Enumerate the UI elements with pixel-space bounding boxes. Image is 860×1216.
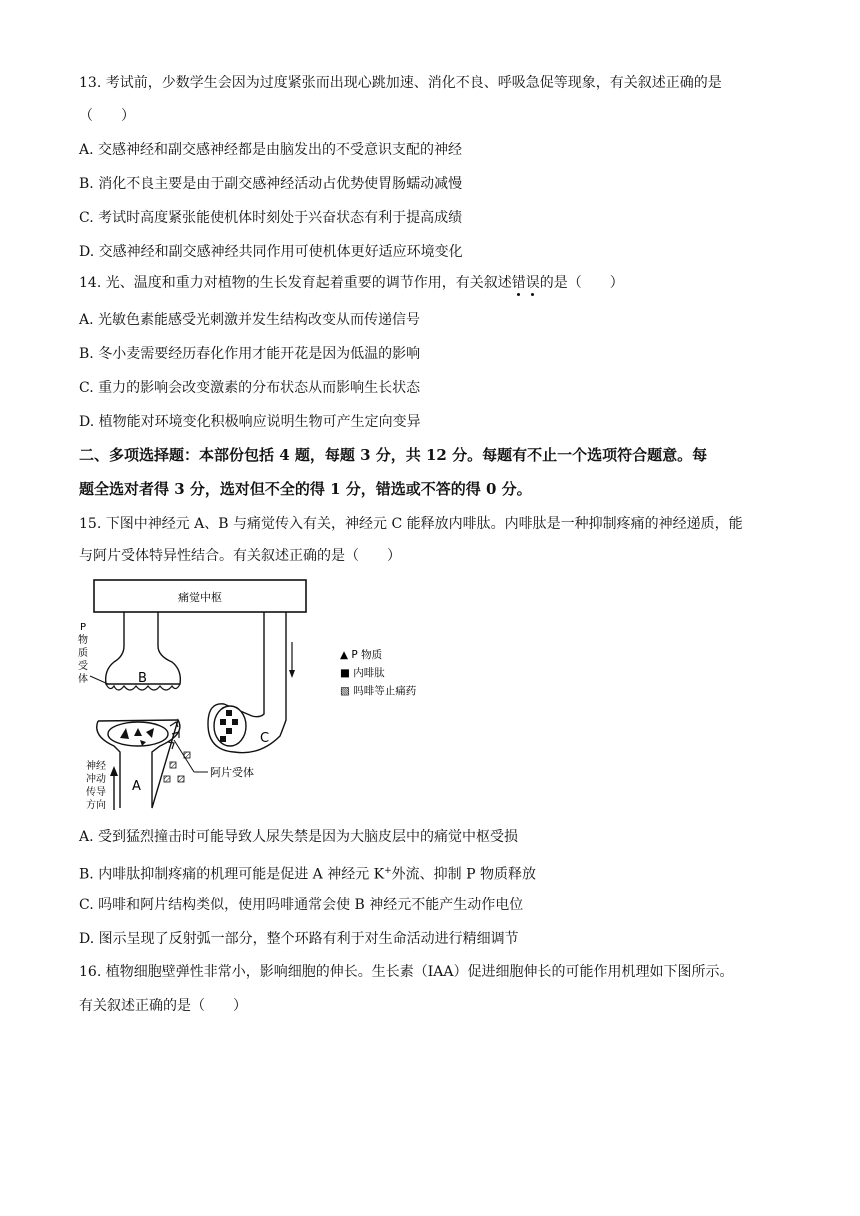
endorphin-1	[226, 710, 232, 716]
q15-option-d[interactable]: D. 图示呈现了反射弧一部分，整个环路有利于对生命活动进行精细调节	[79, 931, 519, 947]
q13-option-b[interactable]: B. 消化不良主要是由于副交感神经活动占优势使胃肠蠕动减慢	[79, 176, 463, 192]
q13-option-a[interactable]: A. 交感神经和副交感神经都是由脑发出的不受意识支配的神经	[79, 142, 463, 158]
legend-morphine: ▧ 吗啡等止痛药	[340, 685, 417, 697]
morphine-2	[170, 762, 176, 768]
direction-label-3: 传导	[86, 787, 106, 798]
neuron-b-label: B	[138, 671, 147, 686]
receptor-label-5: 体	[78, 674, 88, 685]
neuron-c-label: C	[260, 731, 270, 746]
direction-arrowhead	[110, 766, 118, 776]
endorphin-2	[220, 719, 226, 725]
q14-option-a[interactable]: A. 光敏色素能感受光刺激并发生结构改变从而传递信号	[79, 312, 421, 328]
direction-label-2: 冲动	[86, 774, 106, 785]
neuron-a-top	[98, 720, 178, 721]
q15-option-a[interactable]: A. 受到猛烈撞击时可能导致人尿失禁是因为大脑皮层中的痛觉中枢受损	[79, 829, 519, 845]
q14-emphasis-2: 误	[525, 275, 540, 291]
q14-option-d[interactable]: D. 植物能对环境变化积极响应说明生物可产生定向变异	[79, 414, 421, 430]
neuron-figure	[74, 576, 444, 826]
receptor-label-1: P	[80, 622, 87, 633]
q15-stem-line2: 与阿片受体特异性结合。有关叙述正确的是（ ）	[79, 548, 401, 564]
section2-heading-line2: 题全选对者得 3 分，选对但不全的得 1 分，错选或不答的得 0 分。	[79, 480, 532, 498]
receptor-label-4: 受	[78, 661, 88, 672]
q15-option-b-sup: +	[384, 866, 392, 876]
q16-stem-line1: 16. 植物细胞壁弹性非常小，影响细胞的伸长。生长素（IAA）促进细胞伸长的可能作用机理如下图所示。	[79, 964, 734, 980]
q14-stem-post: 的是（ ）	[539, 275, 624, 291]
legend-endorphin: ■ 内啡肽	[340, 667, 385, 679]
q13-option-d[interactable]: D. 交感神经和副交感神经共同作用可使机体更好适应环境变化	[79, 244, 463, 260]
q15-option-c[interactable]: C. 吗啡和阿片结构类似，使用吗啡通常会使 B 神经元不能产生动作电位	[79, 897, 524, 913]
morphine-3	[164, 776, 170, 782]
opioid-pointer	[174, 740, 194, 772]
q13-option-c[interactable]: C. 考试时高度紧张能使机体时刻处于兴奋状态有利于提高成绩	[79, 210, 463, 226]
q16-stem-line2: 有关叙述正确的是（ ）	[79, 998, 247, 1014]
q14-option-b[interactable]: B. 冬小麦需要经历春化作用才能开花是因为低温的影响	[79, 346, 421, 362]
q13-stem-line1: 13. 考试前，少数学生会因为过度紧张而出现心跳加速、消化不良、呼吸急促等现象，有关叙述正确的是	[79, 75, 722, 91]
section2-heading-line1: 二、多项选择题：本部份包括 4 题，每题 3 分，共 12 分。每题有不止一个选项符合题意。每	[79, 446, 708, 464]
q15-option-b[interactable]	[79, 861, 536, 885]
endorphin-3	[232, 719, 238, 725]
direction-label-4: 方向	[86, 800, 106, 811]
q15-option-b-head: B. 内啡肽抑制疼痛的机理可能是促进 A 神经元 K	[79, 866, 385, 883]
q14-emphasis-1: 错	[511, 275, 526, 291]
c-direction-arrowhead	[289, 670, 295, 678]
neuron-a-label: A	[132, 779, 141, 794]
q14-stem-pre: 14. 光、温度和重力对植物的生长发育起着重要的调节作用，有关叙述	[79, 275, 512, 291]
receptor-label-2: 物	[78, 635, 88, 646]
legend-p-substance: ▲ P 物质	[340, 649, 383, 661]
endorphin-5	[220, 736, 226, 742]
q13-stem-line2: （ ）	[79, 108, 135, 124]
direction-label-1: 神经	[86, 761, 106, 772]
q15-stem-line1: 15. 下图中神经元 A、B 与痛觉传入有关，神经元 C 能释放内啡肽。内啡肽是一种抑制疼痛的神经递质，能	[79, 516, 743, 532]
receptor-label-3: 质	[78, 648, 88, 659]
q14-option-c[interactable]: C. 重力的影响会改变激素的分布状态从而影响生长状态	[79, 380, 421, 396]
opioid-receptor-label: 阿片受体	[210, 766, 254, 779]
q15-option-b-tail: 外流、抑制 P 物质释放	[391, 866, 536, 883]
morphine-4	[178, 776, 184, 782]
q14-stem	[79, 273, 624, 293]
pain-center-label: 痛觉中枢	[178, 591, 222, 604]
endorphin-4	[226, 728, 232, 734]
